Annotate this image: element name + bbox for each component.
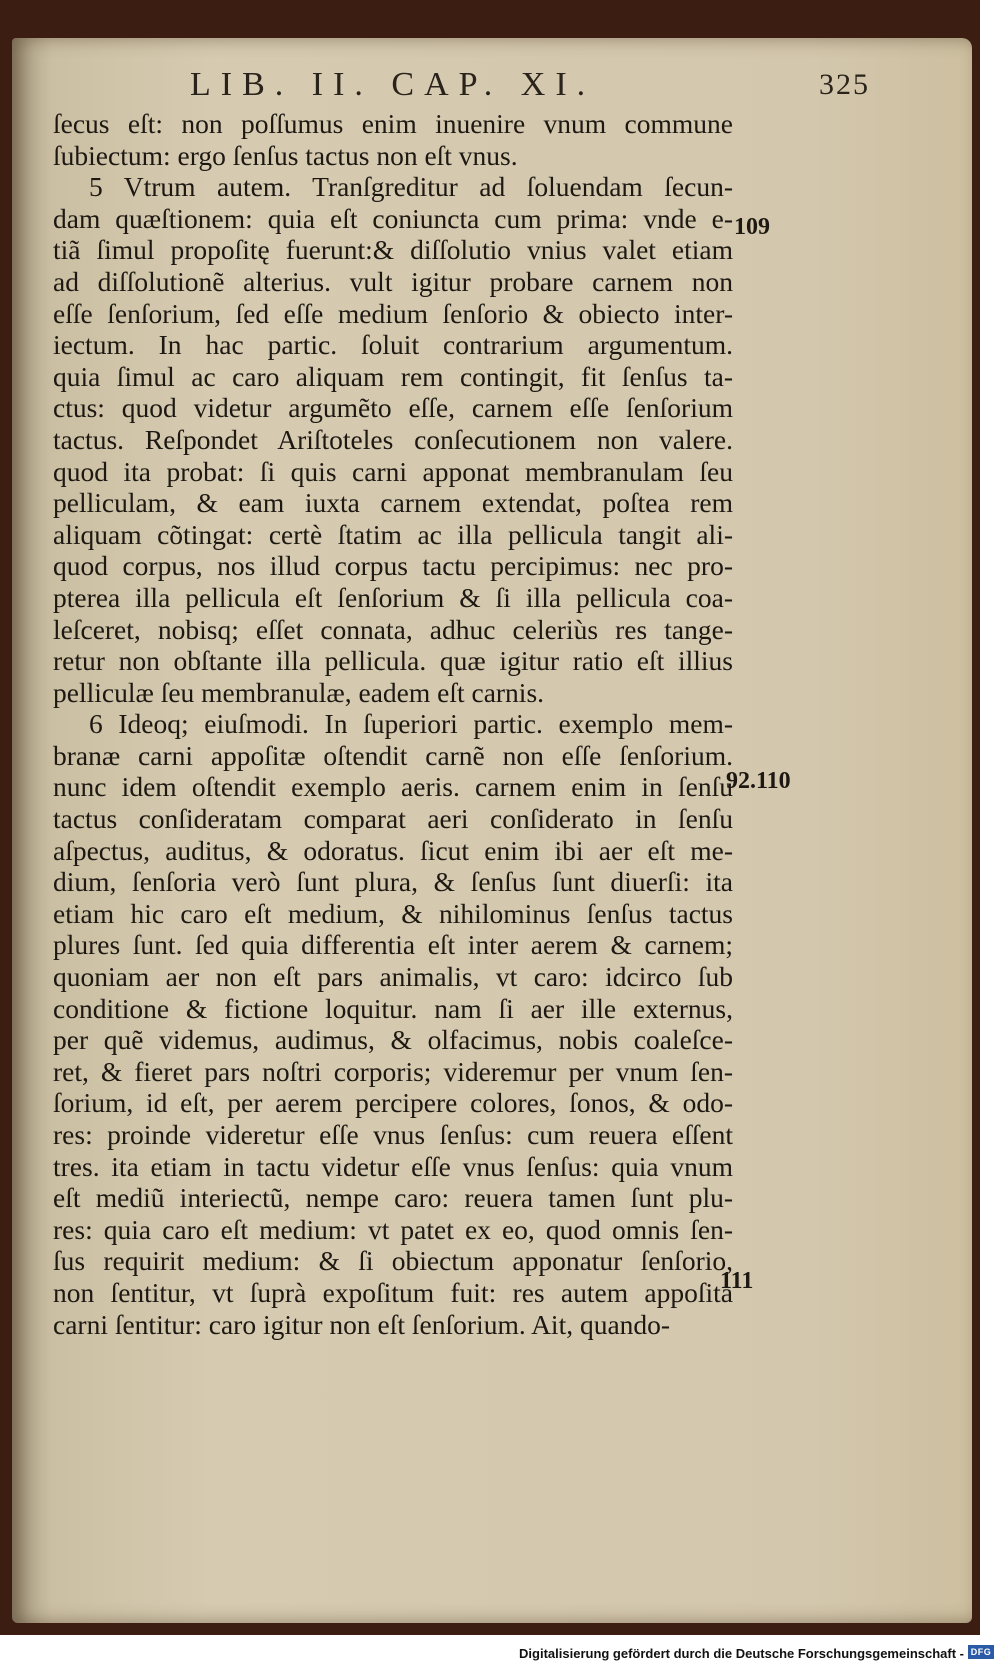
text-line: tres. ita etiam in tactu videtur eſſe vnus ſenſus: quia vnum — [53, 1150, 733, 1182]
body-text — [53, 108, 733, 1340]
text-line: nunc idem oſtendit exemplo aeris. carnem enim in ſenſu — [53, 771, 733, 803]
dfg-logo: DFG — [968, 1645, 994, 1659]
text-line: ſus requirit medium: & ſi obiectum apponatur ſenſorio, — [53, 1245, 733, 1277]
text-line: ret, & fieret pars noſtri corporis; videremur per vnum ſen- — [53, 1055, 733, 1087]
text-line: ſorium, id eſt, per aerem percipere colores, ſonos, & odo- — [53, 1087, 733, 1119]
text-line: ctus: quod videtur argumẽto eſſe, carnem eſſe ſenſorium — [53, 392, 733, 424]
page-number: 325 — [819, 68, 870, 101]
section-start-line: 6 Ideoq; eiuſmodi. In ſuperiori partic. exemplo mem- — [89, 708, 733, 740]
text-line: retur non obſtante illa pellicula. quæ igitur ratio eſt illius — [53, 645, 733, 677]
text-line: iectum. In hac partic. ſoluit contrarium argumentum. — [53, 329, 733, 361]
text-line: tactus conſideratam comparat aeri conſiderato in ſenſu — [53, 803, 733, 835]
text-line: quod ita probat: ſi quis carni apponat membranulam ſeu — [53, 455, 733, 487]
footer-bar — [0, 1640, 1000, 1667]
text-line: res: proinde videretur eſſe vnus ſenſus: cum reuera eſſent — [53, 1119, 733, 1150]
margin-note: 109 — [734, 214, 770, 240]
margin-note: 111 — [720, 1268, 754, 1294]
running-head — [190, 60, 870, 110]
text-line: eſt mediũ interiectũ, nempe caro: reuera tamen ſunt plu- — [53, 1182, 733, 1214]
text-line: pelliculæ ſeu membranulæ, eadem eſt carnis. — [53, 676, 545, 708]
text-line: pelliculam, & eam iuxta carnem extendat, poſtea rem — [53, 487, 733, 519]
text-line: plures ſunt. ſed quia differentia eſt inter aerem & carnem; — [53, 929, 733, 961]
section-start-line: 5 Vtrum autem. Tranſgreditur ad ſoluendam ſecun- — [89, 171, 733, 203]
text-line: quod corpus, nos illud corpus tactu percipimus: nec pro- — [53, 550, 733, 582]
text-line: non ſentitur, vt ſuprà expoſitum fuit: res autem appoſita — [53, 1276, 733, 1308]
text-line: etiam hic caro eſt medium, & nihilominus ſenſus tactus — [53, 897, 733, 929]
text-line: tactus. Reſpondet Ariſtoteles conſecutionem non valere. — [53, 423, 733, 455]
margin-note: 92.110 — [726, 768, 791, 794]
text-line: quoniam aer non eſt pars animalis, vt caro: idcirco ſub — [53, 961, 733, 993]
text-line: ſubiectum: ergo ſenſus tactus non eſt vnus. — [53, 139, 518, 171]
running-head-title: LIB. II. CAP. XI. — [190, 66, 596, 103]
text-line: aſpectus, auditus, & odoratus. ſicut enim ibi aer eſt me- — [53, 834, 733, 866]
text-line: res: quia caro eſt medium: vt patet ex eo, quod omnis ſen- — [53, 1213, 733, 1245]
text-line: pterea illa pellicula eſt ſenſorium & ſi illa pellicula coa- — [53, 581, 733, 613]
text-line: per quẽ videmus, audimus, & olfacimus, nobis coaleſce- — [53, 1024, 733, 1056]
text-line: leſceret, nobisq; eſſet connata, adhuc celeriùs res tange- — [53, 613, 733, 645]
text-line: tiã ſimul propoſitę fuerunt:& diſſolutio vnius valet etiam — [53, 234, 733, 266]
text-line: dam quæſtionem: quia eſt coniuncta cum prima: vnde e- — [53, 202, 733, 234]
text-line: quia ſimul ac caro aliquam rem contingit, fit ſenſus ta- — [53, 360, 733, 392]
text-line: aliquam cõtingat: certè ſtatim ac illa pellicula tangit ali- — [53, 518, 733, 550]
footer-credit: Digitalisierung gefördert durch die Deutsche Forschungsgemeinschaft - — [519, 1646, 964, 1661]
text-line: ad diſſolutionẽ alterius. vult igitur probare carnem non — [53, 265, 733, 297]
text-line: ſecus eſt: non poſſumus enim inuenire vnum commune — [53, 108, 733, 139]
text-line: carni ſentitur: caro igitur non eſt ſenſorium. Ait, quando- — [53, 1308, 671, 1340]
text-line: eſſe ſenſorium, ſed eſſe medium ſenſorio & obiecto inter- — [53, 297, 733, 329]
text-line: branæ carni appoſitæ oſtendit carnẽ non eſſe ſenſorium. — [53, 739, 733, 771]
text-line: conditione & fictione loquitur. nam ſi aer ille externus, — [53, 992, 733, 1024]
text-line: dium, ſenſoria verò ſunt plura, & ſenſus ſunt diuerſi: ita — [53, 866, 733, 898]
